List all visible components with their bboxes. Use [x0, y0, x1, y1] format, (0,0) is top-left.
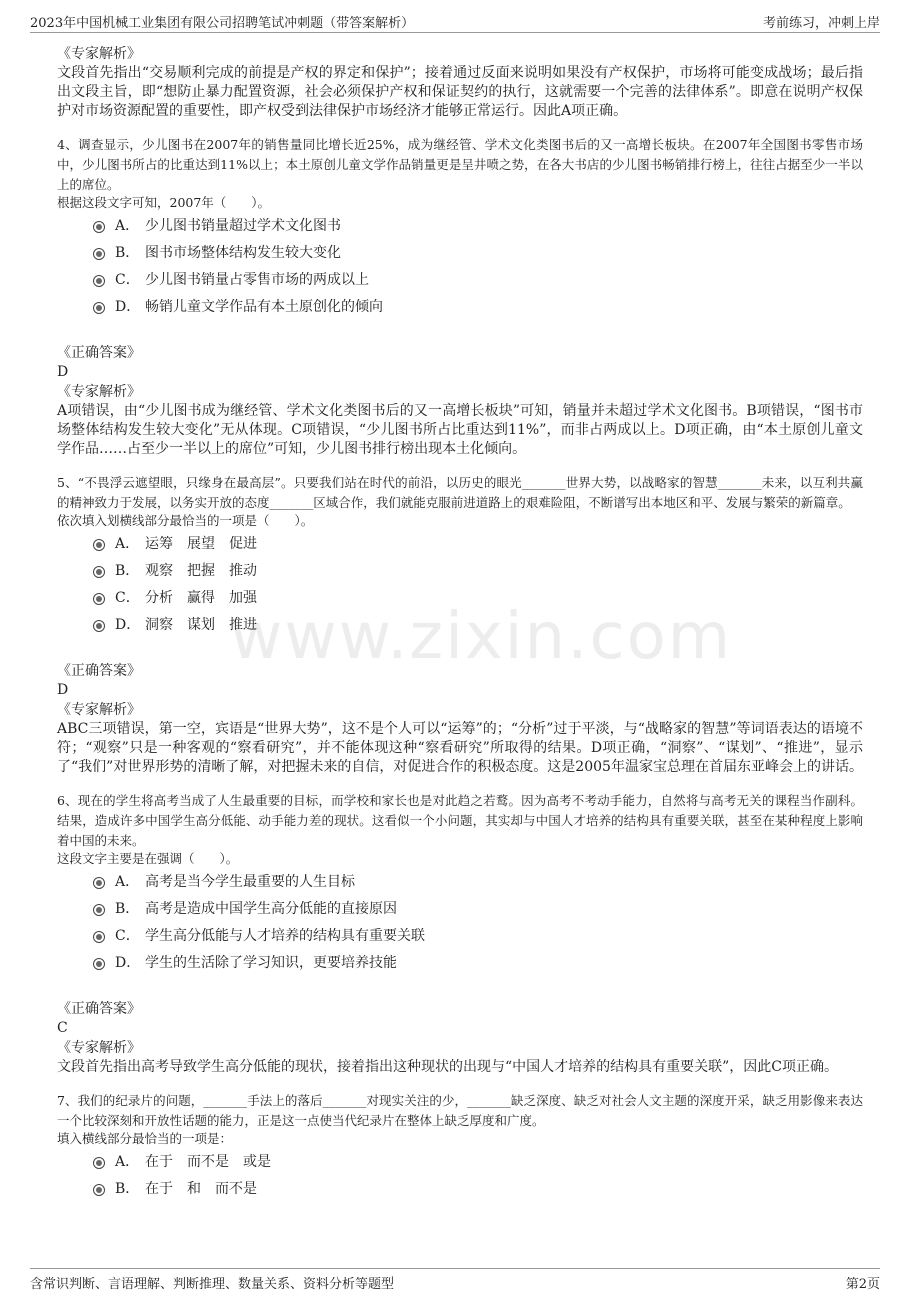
page-footer	[30, 1268, 880, 1293]
correct-answer: D	[57, 682, 69, 698]
question-6-options	[93, 869, 863, 977]
option-b[interactable]: B． 高考是造成中国学生高分低能的直接原因	[93, 896, 863, 923]
radio-icon[interactable]	[93, 931, 105, 943]
option-b[interactable]: B． 在于 和 而不是	[93, 1176, 863, 1203]
radio-icon[interactable]	[93, 958, 105, 970]
radio-icon[interactable]	[93, 539, 105, 551]
option-d[interactable]: D． 学生的生活除了学习知识，更要培养技能	[93, 950, 863, 977]
option-a[interactable]: A． 少儿图书销量超过学术文化图书	[93, 213, 863, 240]
option-d[interactable]: D． 畅销儿童文学作品有本土原创化的倾向	[93, 294, 863, 321]
page-content	[57, 44, 863, 1203]
document-title: 2023年中国机械工业集团有限公司招聘笔试冲刺题（带答案解析）	[30, 16, 415, 31]
correct-answer-label: 《正确答案》	[57, 345, 141, 361]
radio-icon[interactable]	[93, 1184, 105, 1196]
question-5-prompt: 依次填入划横线部分最恰当的一项是（ ）。	[57, 513, 314, 528]
expert-analysis-label: 《专家解析》	[57, 702, 141, 718]
correct-answer: C	[57, 1020, 68, 1036]
page-header	[30, 10, 880, 33]
radio-icon[interactable]	[93, 275, 105, 287]
option-a[interactable]: A． 在于 而不是 或是	[93, 1149, 863, 1176]
radio-icon[interactable]	[93, 566, 105, 578]
question-7-stem: 7、我们的纪录片的问题，_______手法上的落后_______对现实关注的少，_______缺乏深度、缺乏对社会人文主题的深度开采，缺乏用影像来表达一个比较深刻和开放性话题的能力，正是这一点使当代纪录片在整体上缺乏厚度和广度。	[57, 1093, 863, 1128]
question-4-options	[93, 213, 863, 321]
expert-analysis: ABC三项错误，第一空，宾语是“世界大势”，这不是个人可以“运筹”的；“分析”过于平淡，与“战略家的智慧”等词语表达的语境不符；“观察”只是一种客观的“察看研究”，并不能体现这种“察看研究”所取得的结果。D项正确，“洞察”、“谋划”、“推进”，显示了“我们”对世界形势的清晰了解，对把握未来的自信，对促进合作的积极态度。这是2005年温家宝总理在首届东亚峰会上的讲话。	[57, 721, 863, 775]
header-slogan: 考前练习，冲刺上岸	[762, 16, 880, 31]
option-c[interactable]: C． 分析 赢得 加强	[93, 585, 863, 612]
question-4-stem: 4、调查显示，少儿图书在2007年的销售量同比增长近25%，成为继经管、学术文化类图书后的又一高增长板块。在2007年全国图书零售市场中，少儿图书所占的比重达到11%以上；本土原创儿童文学作品销量更是呈井喷之势，在各大书店的少儿图书畅销排行榜上，往往占据至少一半以上的席位。	[57, 137, 863, 192]
option-c[interactable]: C． 学生高分低能与人才培养的结构具有重要关联	[93, 923, 863, 950]
watermark: www.zixin.com	[230, 600, 733, 674]
expert-analysis-label: 《专家解析》	[57, 384, 141, 400]
option-b[interactable]: B． 观察 把握 推动	[93, 558, 863, 585]
question-4-prompt: 根据这段文字可知，2007年（ ）。	[57, 195, 271, 210]
radio-icon[interactable]	[93, 248, 105, 260]
expert-analysis: 文段首先指出“交易顺利完成的前提是产权的界定和保护”；接着通过反面来说明如果没有产权保护，市场将可能变成战场；最后指出文段主旨，即“想防止暴力配置资源，社会必须保护产权和保证契约的执行，这就需要一个完善的法律体系”。即意在说明产权保护对市场资源配置的重要性，即产权受到法律保护市场经济才能够正常运行。因此A项正确。	[57, 65, 863, 119]
question-5-stem: 5、“不畏浮云遮望眼，只缘身在最高层”。只要我们站在时代的前沿，以历史的眼光_______世界大势，以战略家的智慧_______未来，以互利共赢的精神致力于发展，以务实开放的态度_______区域合作，我们就能克服前进道路上的艰难险阻，不断谱写出本地区和平、发展与繁荣的新篇章。	[57, 475, 863, 510]
expert-analysis-label: 《专家解析》	[57, 46, 141, 62]
option-c[interactable]: C． 少儿图书销量占零售市场的两成以上	[93, 267, 863, 294]
question-6-prompt: 这段文字主要是在强调（ ）。	[57, 851, 239, 866]
question-7-options	[93, 1149, 863, 1203]
radio-icon[interactable]	[93, 877, 105, 889]
option-a[interactable]: A． 高考是当今学生最重要的人生目标	[93, 869, 863, 896]
correct-answer: D	[57, 364, 69, 380]
option-b[interactable]: B． 图书市场整体结构发生较大变化	[93, 240, 863, 267]
question-6-stem: 6、现在的学生将高考当成了人生最重要的目标，而学校和家长也是对此趋之若鹜。因为高考不考动手能力，自然将与高考无关的课程当作副科。结果，造成许多中国学生高分低能、动手能力差的现状。这看似一个小问题，其实却与中国人才培养的结构具有重要关联，甚至在某种程度上影响着中国的未来。	[57, 793, 863, 848]
option-d[interactable]: D． 洞察 谋划 推进	[93, 612, 863, 639]
correct-answer-label: 《正确答案》	[57, 663, 141, 679]
radio-icon[interactable]	[93, 221, 105, 233]
radio-icon[interactable]	[93, 904, 105, 916]
page-number: 第2页	[845, 1277, 880, 1292]
option-a[interactable]: A． 运筹 展望 促进	[93, 531, 863, 558]
radio-icon[interactable]	[93, 593, 105, 605]
radio-icon[interactable]	[93, 1157, 105, 1169]
footer-description: 含常识判断、言语理解、判断推理、数量关系、资料分析等题型	[30, 1277, 395, 1292]
radio-icon[interactable]	[93, 620, 105, 632]
radio-icon[interactable]	[93, 302, 105, 314]
expert-analysis: 文段首先指出高考导致学生高分低能的现状，接着指出这种现状的出现与“中国人才培养的结构具有重要关联”，因此C项正确。	[57, 1059, 839, 1075]
expert-analysis-label: 《专家解析》	[57, 1040, 141, 1056]
question-5-options	[93, 531, 863, 639]
correct-answer-label: 《正确答案》	[57, 1001, 141, 1017]
question-7-prompt: 填入横线部分最恰当的一项是：	[57, 1131, 233, 1146]
expert-analysis: A项错误，由“少儿图书成为继经管、学术文化类图书后的又一高增长板块”可知，销量并未超过学术文化图书。B项错误，“图书市场整体结构发生较大变化”无从体现。C项错误，“少儿图书所占比重达到11%”，而非占两成以上。D项正确，由“本土原创儿童文学作品……占至少一半以上的席位”可知，少儿图书排行榜出现本土化倾向。	[57, 403, 863, 457]
